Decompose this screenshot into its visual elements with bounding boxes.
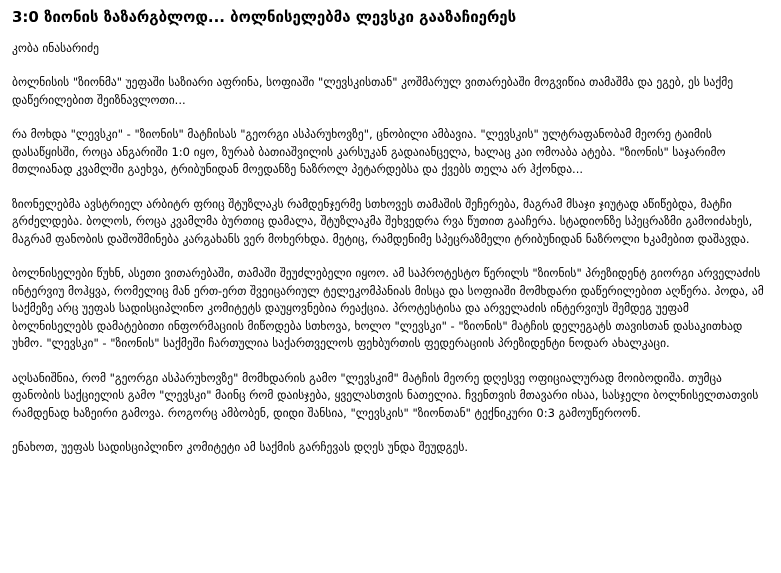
article-paragraph: ენახოთ, უეფას სადისციპლინო კომიტეტი ამ საქმის გარჩევას დღეს უნდა შეუდგეს.	[12, 440, 468, 454]
article-paragraph: ზიონელებმა ავსტრიელ არბიტრ ფრიც შტუზლაკს რამდენჯერმე სთხოვეს თამაშის შეჩერება, მაგრამ მსაჯი ჯიუტად აწიწებდა, მატჩი გრძელდება. ბოლოს, როცა კვამლმა ბურთიც დამალა, შტუზლაკმა შეხვედრა რვა წუთით გააჩერა. სტადიონზე სპეცრაზმი გამოიძახეს, მაგრამ ფანობის დაშოშმინება კარგახანს ვერ მოხერხდა. მეტიც, რამდენიმე სპეცრაზმელი ტრიბუნიდან ნაზროლი ხკამებით დაშავდა.	[12, 196, 753, 246]
article-paragraph: ბოლნისის "ზიონმა" უეფაში საზიარი აფრინა, სოფიაში "ლევსკისთან" კოშმარულ ვითარებაში მოგვიწია თამაშმა და ეგებ, ეს საქმე დაწერილებით შეიზნავლოთი...	[12, 75, 734, 107]
article-paragraph: ბოლნისელები წუხნ, ასეთი ვითარებაში, თამაში შეუძლებელი იყოო. ამ საპროტესტო წერილს "ზიონის" პრეზიდენტ გიორგი არველაძის ინტერვიუ მოჰყვა, რომელიც მან ერთ-ერთ შვეიცარიულ ტელეკომპანიას მისცა და სოფიაში მომხდარი დაწერილებით აღწერა. პოდა, ამ საქმეზე არც უეფას სადისციპლინო კომიტეტს დაუყოვნებია რეაქცია. პროტესტისა და არველაძის ინტერვიუს შემდეგ უეფამ ბოლნისელებს დამატებითი ინფორმაციის მიწოდება სთხოვა, ხოლო "ლევსკი" - "ზიონის" მატჩის დელეგატს თავისთან დასაკითხად უხმო. "ლევსკი" - "ზიონის" საქმეში ჩართულია საქართველოს ფეხბურთის ფედერაციის პრეზიდენტი ნოდარ ახალკაცი.	[12, 266, 764, 350]
article-author: კობა ინასარიძე	[12, 41, 99, 55]
article-paragraph: რა მოხდა "ლევსკი" - "ზიონის" მატჩისას "გეორგი ასპარუხოვზე", ცნობილი ამბავია. "ლევსკის" ულტრაფანობამ მეორე ტაიმის დასაწყისში, როცა ანგარიში 1:0 იყო, ზურაბ ბათიაშვილის კარსუკან გადაიანცელა, ხალაც კაი ომოაბა ატება. "ზიონის" საჯარიმო მთლიანად კვამლში გაეხვა, ტრიბუნიდან მოედანზე ნაზროლ პეტარდებსა და ქვებს თელა არ ჰქონდა...	[12, 127, 726, 176]
article-paragraph: აღსანიშნია, რომ "გეორგი ასპარუხოვზე" მომხდარის გამო "ლევსკიმ" მატჩის მეორე დღესვე ოფიციალურად მოიბოდიშა. თუმცა ფანობის საქციელის გამო "ლევსკი" მაინც რომ დაისჯება, ყველასთვის ნათელია. ჩვენთვის მთავარი ისაა, სასჯელი ბოლნისელთათვის რამდენად ხაზეირი გამოვა. როგორც ამბობენ, დიდი შანსია, "ლევსკის" "ზიონთან" ტექნიკური 0:3 გამოუწეროონ.	[12, 370, 759, 420]
article-title: 3:0 ზიონის ზაზარგბლოდ... ბოლნისელებმა ლევსკი გააზაჩიერეს	[12, 8, 517, 26]
